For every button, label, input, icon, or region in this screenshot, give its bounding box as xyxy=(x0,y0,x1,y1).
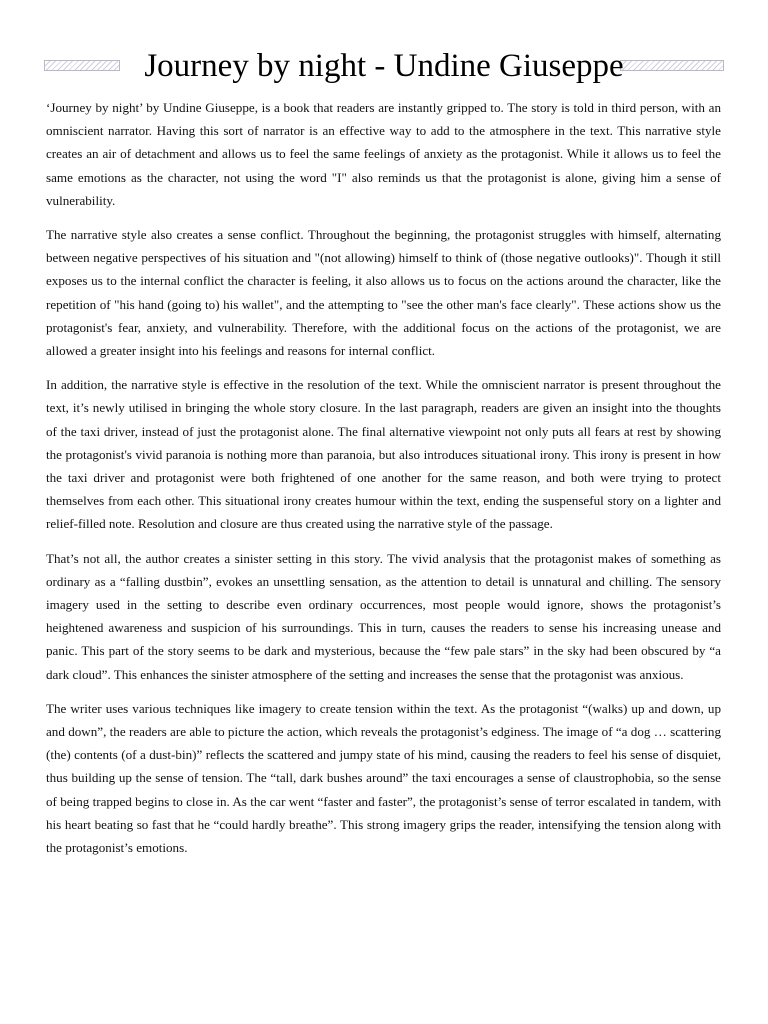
paragraph-1: ‘Journey by night’ by Undine Giuseppe, is a book that readers are instantly gripped to. The story is told in third person, with an omniscient narrator. Having this sort of narrator is an effective way to add to the atmosphere in the text. This narrative style creates an air of detachment and allows us to feel the same feelings of anxiety as the protagonist. While it allows us to feel the same emotions as the character, not using the word "I" also reminds us that the protagonist is alone, giving him a sense of vulnerability. xyxy=(46,100,721,208)
paragraph-2: The narrative style also creates a sense conflict. Throughout the beginning, the protagonist struggles with himself, alternating between negative perspectives of his situation and "(not allowing) himself to think of (those negative outlooks)". Though it still exposes us to the internal conflict the character is feeling, it also allows us to focus on the actions around the character, like the repetition of "his hand (going to) his wallet", and the attempting to "see the other man's face clearly". These actions show us the protagonist's fear, anxiety, and vulnerability. Therefore, with the additional focus on the actions of the protagonist, we are allowed a greater insight into his feelings and reasons for internal conflict. xyxy=(46,227,721,359)
title-row xyxy=(0,44,768,88)
document-body xyxy=(46,96,721,870)
document-title: Journey by night - Undine Giuseppe xyxy=(144,48,624,84)
paragraph-5: The writer uses various techniques like imagery to create tension within the text. As the protagonist “(walks) up and down, up and down”, the readers are able to picture the action, which reveals the protagonist’s edginess. The image of “a dog … scattering (the) contents (of a dust-bin)” reflects the scattered and jumpy state of his mind, causing the readers to feel his sense of disquiet, thus building up the sense of tension. The “tall, dark bushes around” the taxi encourages a sense of claustrophobia, so the sense of being trapped begins to close in. As the car went “faster and faster”, the protagonist’s sense of terror escalated in tandem, with his heart beating so fast that he “could hardly breathe”. This strong imagery grips the reader, intensifying the tension along with the protagonist’s emotions. xyxy=(46,700,721,856)
paragraph-4: That’s not all, the author creates a sinister setting in this story. The vivid analysis that the protagonist makes of something as ordinary as a “falling dustbin”, evokes an unsettling sensation, as the attention to detail is unnatural and chilling. The sensory imagery used in the setting to describe even ordinary occurrences, most people would ignore, shows the protagonist’s heightened awareness and suspicion of his surroundings. This in turn, causes the readers to sense his increasing unease and panic. This part of the story seems to be dark and mysterious, because the “few pale stars” in the sky had been obscured by “a dark cloud”. This enhances the sinister atmosphere of the setting and increases the sense that the protagonist was anxious. xyxy=(46,550,721,682)
paragraph-3: In addition, the narrative style is effective in the resolution of the text. While the omniscient narrator is present throughout the text, it’s newly utilised in bringing the whole story closure. In the last paragraph, readers are given an insight into the thoughts of the taxi driver, instead of just the protagonist alone. The final alternative viewpoint not only puts all fears at rest by showing the protagonist's vivid paranoia is nothing more than paranoia, but also introduces situational irony. This irony is present in how the taxi driver and protagonist were both frightened of one another for the same reason, and both were trying to protect themselves from each other. This situational irony creates humour within the text, ending the suspenseful story on a lighter and relief-filled note. Resolution and closure are thus created using the narrative style of the passage. xyxy=(46,377,721,532)
